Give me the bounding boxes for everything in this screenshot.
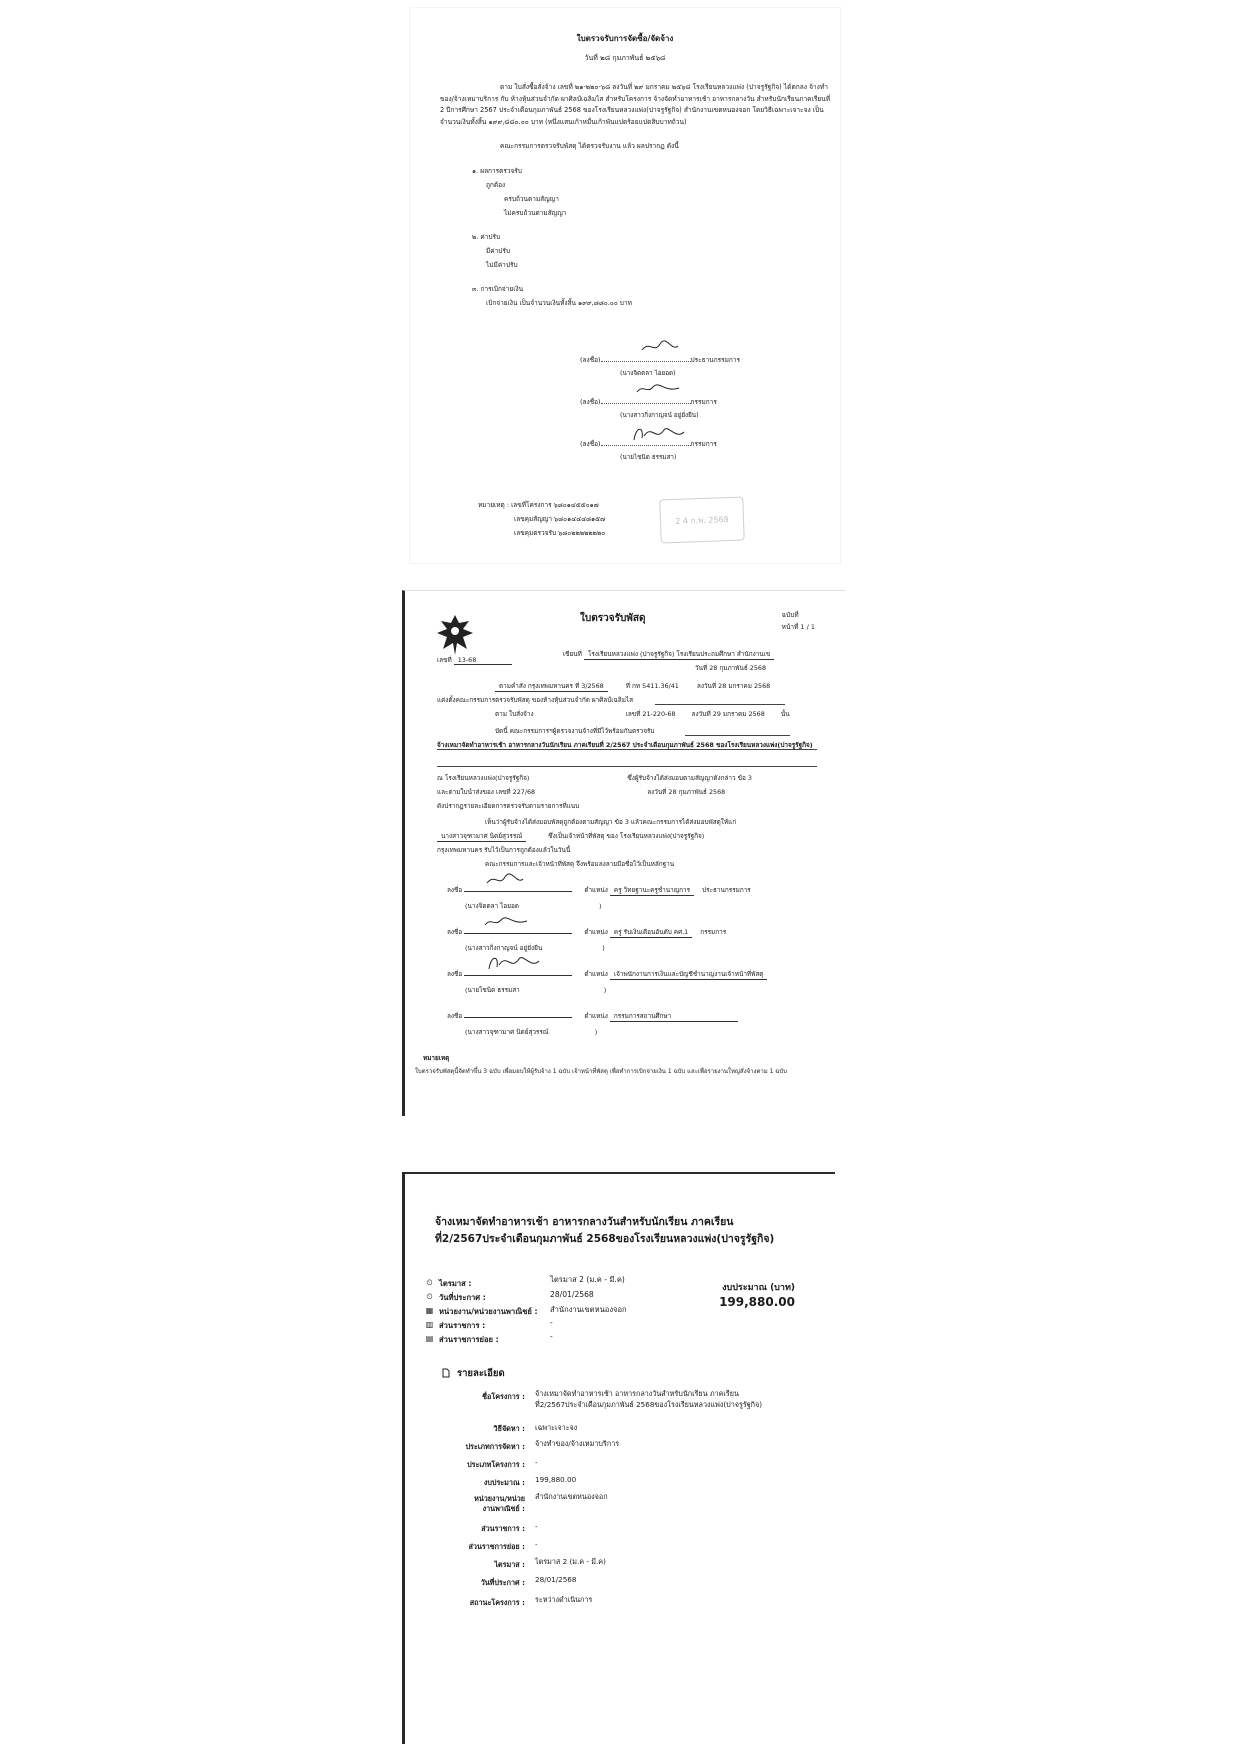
detail-value-status: ระหว่างดำเนินการ [535, 1595, 593, 1604]
detail-label-quarter: ไตรมาส : [494, 1560, 525, 1569]
quarter-label: ไตรมาส : [439, 1279, 472, 1288]
details-heading: รายละเอียด [457, 1368, 505, 1379]
officer-handover: นางสาวจุฑามาศ นิตย์สุวรรณ์ ซึ่งเป็นเจ้าหน้าที่พัสดุ ของ โรงเรียนหลวงแพ่ง(ปาจรูรัฐกิจ) [437, 831, 704, 842]
divider [655, 704, 785, 705]
signer-1-name: (นางจิดตลา ไอยอด ) [465, 902, 602, 910]
order-ref: ตามคำสั่ง กรุงเทพมหานคร ที่ 3/2568 ที่ กท 5411.36/41 ลงวันที่ 28 มกราคม 2568 [495, 681, 770, 692]
written-at: เขียนที่ โรงเรียนหลวงแพ่ง (ปาจรูรัฐกิจ) โรงเรียนประถมศึกษา สำนักงานเข [563, 649, 774, 660]
document-icon [441, 1368, 450, 1377]
signer-1: ลงชื่อ ตำแหน่ง ครู วิทยฐานะครูชำนาญการ ประธานกรรมการ [447, 883, 751, 896]
remark-text: ใบตรวจรับพัสดุนี้จัดทำขึ้น 3 ฉบับ เพื่อมอบให้ผู้รับจ้าง 1 ฉบับ เจ้าหน้าที่พัสดุ เพื่อทำการเบิกจ่ายเงิน 1 ฉบับ และเพื่อรายงานใหญ่สั่งจ้างตาม 1 ฉบับ [415, 1068, 787, 1075]
detail-value-quarter: ไตรมาส 2 (ม.ค - มี.ค) [535, 1557, 606, 1566]
contract-ref: ตาม ใบสั่งจ้าง เลขที่ 21-220-68 ลงวันที่ 29 มกราคม 2568 นั้น [495, 710, 790, 718]
divider [437, 766, 817, 767]
signer-4: ลงชื่อ ตำแหน่ง กรรมการสถานศึกษา [447, 1009, 738, 1022]
delivery-location: ณ โรงเรียนหลวงแพ่ง(ปาจรูรัฐกิจ) ซึ่งผู้รับจ้างได้ส่งมอบตามสัญญาดังกล่าว ข้อ 3 [437, 774, 752, 782]
inspection-details: ดังปรากฏรายละเอียดการตรวจรับตามรายการที่แนบ [437, 802, 580, 810]
note-line-3: เลขคุมตรวจรับ ๖๘๐๒๒๒๒๒๒๒๐ [514, 529, 606, 537]
detail-value-department: - [535, 1522, 538, 1531]
form-date: วันที่ 28 กุมภาพันธ์ 2568 [695, 664, 767, 672]
signature-row-1: (ลงชื่อ) ประธานกรรมการ [580, 353, 740, 365]
clock-icon: ⏲ [426, 1278, 433, 1287]
clock-icon: ⏲ [426, 1292, 433, 1301]
sub-department-label: ส่วนราชการย่อย : [439, 1335, 499, 1344]
signature-name-2: (นางสาวกิ่งกาญจน์ อยู่ยั่งยืน) [620, 412, 699, 419]
signature-line [601, 395, 691, 404]
detail-label-department: ส่วนราชการ : [481, 1524, 525, 1533]
agency-label: หน่วยงาน/หน่วยงานพาณิชย์ : [439, 1307, 538, 1316]
signature-scribble [630, 422, 686, 444]
detail-label-project-type: ประเภทโครงการ : [467, 1460, 525, 1469]
detail-label-status: สถานะโครงการ : [469, 1598, 525, 1607]
department-value: - [550, 1318, 553, 1327]
doc-date: วันที่ ๒๘ กุมภาพันธ์ ๒๕๖๘ [584, 54, 666, 62]
sub-department-value: - [550, 1332, 553, 1341]
section-1c: ไม่ครบถ้วนตามสัญญา [504, 209, 567, 217]
detail-value-announce-date: 28/01/2568 [535, 1575, 577, 1584]
committee-appoint: แต่งตั้งคณะกรรมการตรวจรับพัสดุ ของห้างหุ้นส่วนจำกัด ผาศิลป์เฉลิมไส [437, 696, 634, 704]
office-icon: ▥ [425, 1320, 434, 1329]
budget-label: งบประมาณ (บาท) [722, 1283, 795, 1293]
copy-and-page-number: ฉบับที่ หน้าที่ 1 / 1 [781, 611, 815, 631]
detail-value-project-type: - [535, 1458, 538, 1467]
section-1a: ถูกต้อง [486, 181, 506, 189]
section-2: ๒. ค่าปรับ [472, 233, 501, 241]
signature-name-3: (นายไชนิด ธรรมสา) [620, 454, 677, 461]
signature-scribble [485, 951, 541, 973]
doc-paragraph: ตาม ใบสั่งซื้อสั่งจ้าง เลขที่ ๒๑-๒๒๐-๖๘ ลงวันที่ ๒๙ มกราคม ๒๕๖๘ โรงเรียนหลวงแพ่ง (ปาจรูรัฐกิจ) ได้ตกลง จ้างทำของ/จ้างเหมาบริการ กับ ห้างหุ้นส่วนจำกัด ผาศิลป์เฉลิมไส สำหรับโครงการ จ้างจัดทำอาหารเช้า อาหารกลางวัน สำหรับนักเรียนภาคเรียนที่ 2 ปีการศึกษา 2567 ประจำเดือนกุมภาพันธ์ 2568 ของโรงเรียนหลวงแพ่ง(ปาจรูรัฐกิจ) สำนักงานเขตหนองจอก โดยวิธีเฉพาะเจาะจง เป็นจำนวนเงินทั้งสิ้น ๑๙๙,๘๘๐.๐๐ บาท (หนึ่งแสนเก้าหมื่นเก้าพันแปดร้อยแปดสิบบาทถ้วน) [440, 83, 831, 126]
doc-number: เลขที่ 13-68 [437, 655, 512, 665]
section-3: ๓. การเบิกจ่ายเงิน [472, 285, 524, 293]
institution-icon: ▤ [425, 1334, 434, 1343]
inspection-intro: บัดนี้ คณะกรรมการฯผู้ตรวจงานจ้างที่มีไว้พร้อมกันตรวจรับ [495, 727, 655, 735]
detail-value-budget: 199,880.00 [535, 1475, 577, 1484]
detail-label-announce-date: วันที่ประกาศ : [480, 1578, 525, 1587]
detail-label-budget: งบประมาณ : [483, 1478, 525, 1487]
project-title: จ้างเหมาจัดทำอาหารเช้า อาหารกลางวันสำหรับนักเรียน ภาคเรียนที่2/2567ประจำเดือนกุมภาพันธ์ 2568ของโรงเรียนหลวงแพ่ง(ปาจรูรัฐกิจ) [435, 1216, 775, 1245]
signature-scribble [640, 338, 680, 356]
sign-statement: คณะกรรมการและเจ้าหน้าที่พัสดุ จึงพร้อมลงลายมือชื่อไว้เป็นหลักฐาน [485, 860, 675, 868]
section-2b: ไม่มีค่าปรับ [486, 261, 518, 269]
detail-value-agency: สำนักงานเขตหนองจอก [535, 1492, 608, 1501]
signature-scribble [635, 382, 681, 396]
section-1: ๑. ผลการตรวจรับ [472, 167, 522, 175]
section-1b: ครบถ้วนตามสัญญา [504, 195, 559, 203]
divider [437, 749, 817, 750]
signature-scribble [483, 915, 529, 927]
received-stamp: 2 4 ก.พ. 2568 [659, 497, 744, 544]
signature-row-3: (ลงชื่อ) กรรมการ [580, 437, 717, 449]
remark-heading: หมายเหตุ [423, 1054, 450, 1062]
section-3a: เบิกจ่ายเงิน เป็นจำนวนเงินทั้งสิ้น ๑๙๙,๘๘๐.๐๐ บาท [486, 299, 632, 307]
note-line-2: เลขคุมสัญญา ๖๘๐๑๔๔๔๘๑๕๗ [514, 515, 605, 523]
budget-value: 199,880.00 [719, 1295, 795, 1309]
detail-value-sub-department: - [535, 1540, 538, 1549]
section-2a: มีค่าปรับ [486, 247, 511, 255]
committee-line: คณะกรรมการตรวจรับพัสดุ ได้ตรวจรับงาน แล้ว ผลปรากฏ ดังนี้ [500, 142, 679, 150]
document-page-inspection-report [410, 8, 840, 563]
signer-3-name: (นายไชนิด ธรรมสา ) [465, 986, 607, 994]
delivery-note: และตามใบนำส่งของ เลขที่ 227/68 ลงวันที่ 28 กุมภาพันธ์ 2568 [437, 788, 726, 796]
detail-label-procurement-type: ประเภทการจัดหา : [465, 1442, 525, 1451]
announce-date-label: วันที่ประกาศ : [439, 1293, 486, 1302]
detail-label-agency: หน่วยงาน/หน่วย งานพาณิชย์ : [474, 1494, 525, 1513]
signer-4-name: (นางสาวจุฑามาศ นิตย์สุวรรณ์ ) [465, 1028, 598, 1036]
detail-value-procurement-type: จ้างทำของ/จ้างเหมาบริการ [535, 1439, 620, 1448]
garuda-emblem-icon [435, 611, 475, 657]
signature-name-1: (นางจิดตลา ไอยอด) [620, 370, 676, 377]
received-statement: กรุงเทพมหานคร รับไว้เป็นการถูกต้องแล้วในวันนี้ [437, 846, 571, 854]
acceptance-statement: เห็นว่าผู้รับจ้างได้ส่งมอบพัสดุถูกต้องตามสัญญา ข้อ 3 แล้วคณะกรรมการได้ส่งมอบพัสดุให้แก่ [485, 818, 737, 826]
signer-3: ลงชื่อ ตำแหน่ง เจ้าพนักงานการเงินและบัญชีชำนาญงานเจ้าหน้าที่พัสดุ [447, 967, 767, 980]
document-page-receipt-form [402, 590, 845, 1116]
detail-value-project-name: จ้างเหมาจัดทำอาหารเช้า อาหารกลางวันสำหรับนักเรียน ภาคเรียน ที่2/2567ประจำเดือนกุมภาพันธ์ 2568ของโรงเรียนหลวงแพ่ง(ปาจรูรัฐกิจ) [535, 1389, 763, 1409]
signature-row-2: (ลงชื่อ) กรรมการ [580, 395, 717, 407]
divider [685, 735, 790, 736]
signature-scribble [485, 871, 525, 887]
quarter-value: ไตรมาส 2 (ม.ค - มี.ค) [550, 1275, 625, 1284]
signature-line [464, 1009, 572, 1018]
announce-date-value: 28/01/2568 [550, 1290, 594, 1299]
document-page-procurement-record [402, 1172, 835, 1744]
building-icon: ▦ [425, 1306, 434, 1315]
detail-value-method: เฉพาะเจาะจง [535, 1423, 578, 1432]
signer-2-name: (นางสาวกิ่งกาญจน์ อยู่ยั่งยืน ) [465, 944, 605, 952]
detail-label-project-name: ชื่อโครงการ : [482, 1392, 525, 1401]
agency-value: สำนักงานเขตหนองจอก [550, 1305, 627, 1314]
detail-label-method: วิธีจัดหา : [493, 1424, 525, 1433]
detail-label-sub-department: ส่วนราชการย่อย : [468, 1542, 525, 1551]
doc-title: ใบตรวจรับการจัดซื้อ/จัดจ้าง [576, 34, 674, 43]
department-label: ส่วนราชการ : [439, 1321, 486, 1330]
note-line-1: หมายเหตุ : เลขที่โครงการ ๖๘๐๑๔๕๕๐๑๗ [478, 501, 599, 509]
form-title: ใบตรวจรับพัสดุ [580, 613, 646, 624]
project-description: จ้างเหมาจัดทำอาหารเช้า อาหารกลางวันนักเรียน ภาคเรียนที่ 2/2567 ประจำเดือนกุมภาพันธ์ 2568 ของโรงเรียนหลวงแพ่ง(ปาจรูรัฐกิจ) [437, 741, 813, 749]
signer-2: ลงชื่อ ตำแหน่ง ครู รับเงินเดือนอันดับ คศ.1 กรรมการ [447, 925, 726, 938]
